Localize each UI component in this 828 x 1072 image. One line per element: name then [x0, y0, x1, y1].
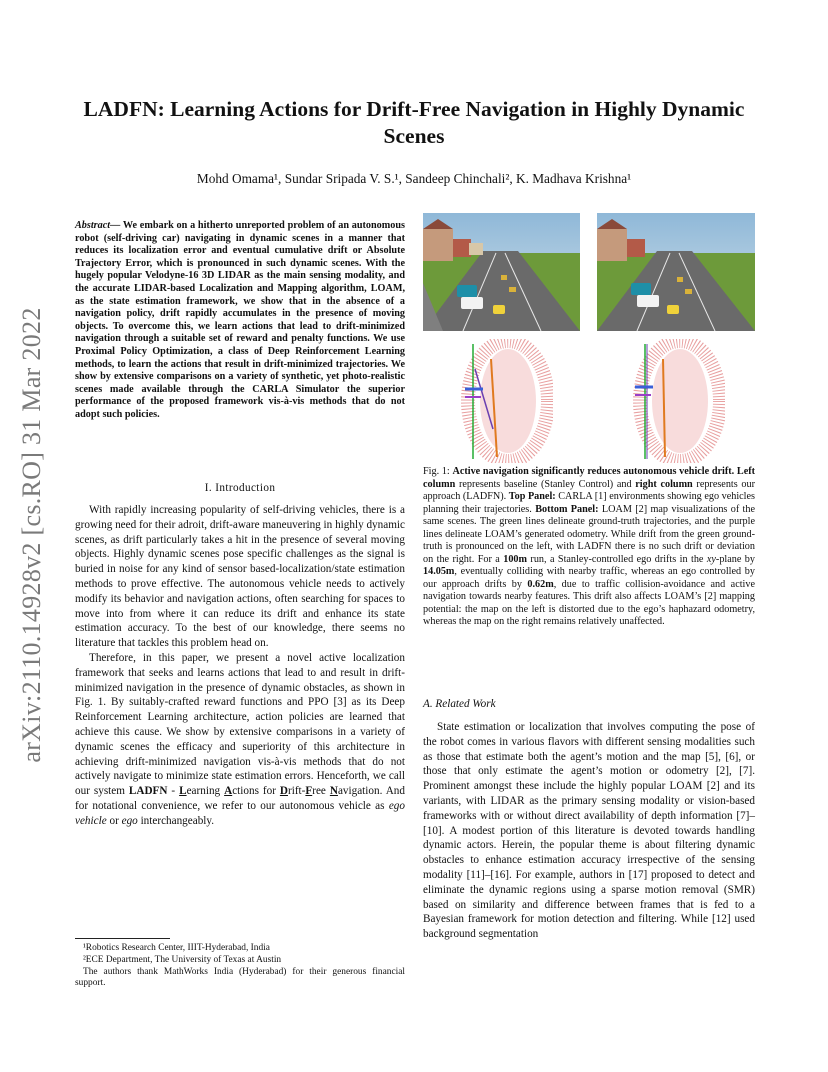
- caption-text-1: represents baseline (Stanley Control) and: [455, 478, 636, 490]
- related-paragraph-1: State estimation or localization that involves computing the pose of the robot comes in various flavors with different sensing modalities such as those that estimate both the agent’s motion and the map [5], [6], or those that only estimate the agent’s motion or odometry [2], [7]. Prominent amongst these include the highly popular LOAM [2] and its variants, with LIDAR as the primary sensing modality or vision-based frameworks with or without direct availability of depth information [7]–[10]. A modest portion of this literature is devoted towards handling dynamic actors. Herein, the popular theme is about filtering dynamic obstacles to enhance estimation accuracy irrespective of the sensing modality [11]–[16]. For example, authors in [17] proposed to detect and eliminate the dynamic regions using a sparse motion removal (SMR) based on similarity and difference between frames that is fed to a Bayesian framework for motion detection and filtering. While [12] used background segmentation: [423, 721, 755, 941]
- arxiv-id: arXiv:2110.14928v2 [cs.RO] 31 Mar 2022: [17, 307, 46, 763]
- acronym-a: A: [224, 785, 233, 798]
- acronym-word-1: earning: [186, 785, 225, 798]
- caption-text-6: -plane by: [715, 553, 755, 565]
- system-name: LADFN: [128, 785, 168, 798]
- intro-end: interchangeably.: [137, 814, 215, 827]
- intro-heading: I. Introduction: [204, 482, 276, 494]
- dash: -: [167, 785, 180, 798]
- term-ego-vehicle: ego vehicle: [75, 799, 405, 827]
- arxiv-stamp: [8, 280, 56, 790]
- author-list: Mohd Omama¹, Sundar Sripada V. S.¹, Sandeep Chinchali², K. Madhava Krishna¹: [196, 171, 632, 186]
- caption-bold-5: 100m: [503, 553, 527, 565]
- caption-bold-4: Bottom Panel:: [535, 503, 599, 515]
- caption-text-3: CARLA [1] environments showing ego vehicles planning their trajectories.: [423, 491, 755, 515]
- footnote-1: ¹Robotics Research Center, IIIT-Hyderabad, India: [83, 943, 270, 953]
- or-text: or: [106, 814, 122, 827]
- acronym-word-2: ctions for: [232, 785, 280, 798]
- caption-bold-7: 0.62m: [527, 578, 554, 590]
- caption-bold-3: Top Panel:: [508, 491, 556, 502]
- caption-text-4: LOAM [2] map visualizations of the same scenes. The green lines delineate ground-truth trajectories, and the purple lines delineate LOAM’s generated odometry. While drift from the green ground-truth is pronounced on the left, with LADFN there is no such drift or deviation on the right. For a: [423, 503, 756, 565]
- footnote-rule: [75, 938, 170, 939]
- caption-xy: xy: [706, 553, 716, 565]
- caption-bold-6: 14.05m: [423, 566, 455, 577]
- loam-map-ladfn: [625, 339, 725, 463]
- figure-caption: [423, 466, 755, 629]
- acronym-word-3: rift-: [287, 785, 306, 798]
- paper-title: LADFN: Learning Actions for Drift-Free Navigation in Highly Dynamic Scenes: [83, 97, 745, 148]
- caption-bold-1: Active navigation significantly reduces autonomous vehicle drift. Left column: [423, 466, 755, 490]
- caption-text-2: represents our approach (LADFN).: [423, 478, 755, 502]
- term-ego: ego: [121, 814, 138, 827]
- intro-paragraph-2: [75, 651, 405, 829]
- caption-bold-2: right column: [635, 478, 693, 490]
- footnotes: [75, 943, 405, 990]
- carla-scene-ladfn: [597, 213, 755, 331]
- acronym-f: F: [305, 785, 313, 798]
- figure-label: Fig. 1:: [423, 466, 450, 477]
- footnote-2: ²ECE Department, The University of Texas at Austin: [83, 954, 282, 965]
- acronym-l: L: [179, 785, 187, 798]
- intro-p2-text: Therefore, in this paper, we present a novel active localization framework that seeks and learns actions that lead to and result in drift-minimized navigation in the presence of dynamic obstacles, as shown in Fig. 1. By suitably-crafted reward functions and PPO [3] as its Deep Reinforcement Learning architecture, action policies are learned that achieve this cause. We show by extensive comparisons in a variety of dynamic scenes the efficacy and superiority of this architecture in achieving drift-minimized navigation vis-à-vis methods that do not actively navigate to minimize state estimation errors. Henceforth, we call our system: [75, 651, 405, 798]
- intro-p2-tail: And for notational convenience, we refer to our autonomous vehicle as: [75, 785, 405, 812]
- abstract-label: Abstract—: [75, 220, 121, 231]
- footnote-3: The authors thank MathWorks India (Hyderabad) for their generous financial support.: [75, 966, 405, 989]
- abstract-text: We embark on a hitherto unreported problem of an autonomous robot (self-driving car) navigating in dynamic scenes in a manner that reduces its localization error and eventual cumulative drift or Absolute Trajectory Error, which is pronounced in such dynamic scenes. With the hugely popular Velodyne-16 3D LIDAR as the main sensing modality, and the accurate LIDAR-based Localization and Mapping algorithm, LOAM, as the state estimation framework, we show that in the absence of a navigation policy, drift rapidly accumulates in the presence of moving objects. To overcome this, we learn actions that lead to drift-minimized navigation through a suitable set of reward and penalty functions. We use Proximal Policy Optimization, a class of Deep Reinforcement Learning methods, to learn the actions that result in drift-minimized trajectories. We show by extensive comparisons on a variety of synthetic, yet photo-realistic scenes made available through the CARLA Simulator the superior performance of the proposed framework vis-à-vis methods that do not adopt such policies.: [75, 220, 405, 420]
- carla-scene-baseline: [423, 213, 580, 331]
- related-work-heading: A. Related Work: [423, 698, 496, 710]
- caption-text-5: run, a Stanley-controlled ego drifts in the: [527, 553, 707, 565]
- acronym-word-4: ree: [312, 785, 330, 798]
- abstract: [75, 220, 405, 422]
- intro-paragraph-1: With rapidly increasing popularity of self-driving vehicles, there is a growing need for their adroit, drift-aware maneuvering in highly dynamic scenes, as drift particularly takes a hit in the presence of several moving objects. Highly dynamic scenes pose specific challenges as the signal is buried in noise for any kind of sensor based-localization/state estimation methods to prove effective. The autonomous vehicle needs to actively modify its behavior and navigation actions, often searching for spaces to move into from where it can reduce its drift and enhance its state estimation accuracy. To the best of our knowledge, there seems no literature that tackles this problem head on.: [75, 504, 405, 650]
- acronym-n: N: [329, 785, 338, 798]
- acronym-d: D: [279, 785, 288, 798]
- figure-1: [423, 213, 755, 463]
- caption-text-7: , eventually colliding with nearby traffic, whereas an ego controlled by our approach drifts by: [423, 566, 755, 590]
- caption-text-8: , due to traffic collision-avoidance and active navigation towards nearby features. This drift also affects LOAM’s [2] mapping potential: the map on the left is distorted due to the ego’s haphazard odometry, whereas the map on the right remains relatively unaffected.: [423, 578, 755, 627]
- acronym-word-5: avigation.: [337, 785, 383, 798]
- intro-body: [75, 503, 405, 829]
- loam-map-baseline: [453, 339, 553, 463]
- related-work-body: [423, 720, 755, 942]
